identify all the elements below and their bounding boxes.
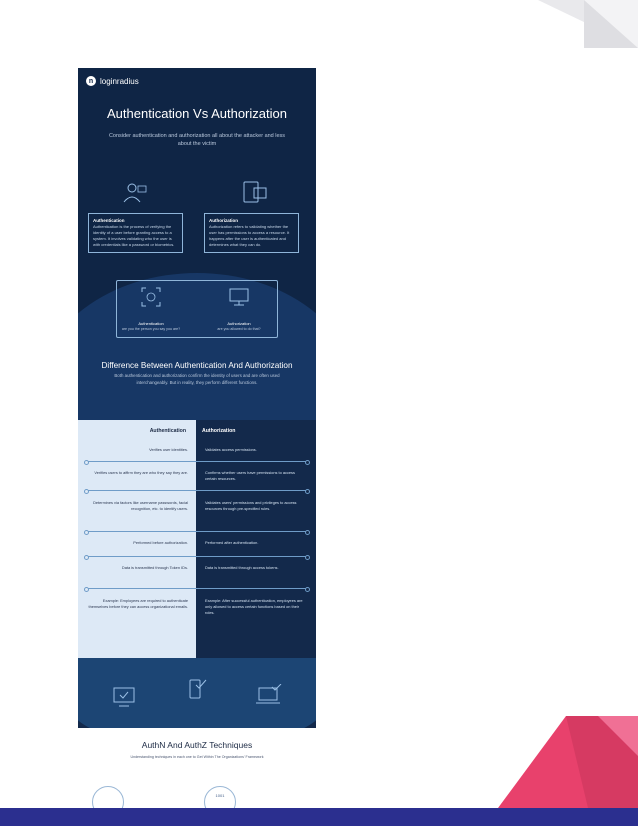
table-cell: Data is transmitted through access tokens. xyxy=(205,565,279,570)
authorization-column xyxy=(196,420,316,685)
flow-authorization-question: are you allowed to do that? xyxy=(217,327,261,331)
row-separator xyxy=(86,531,308,532)
table-cell: Verifies users to affirm they are who they say they are. xyxy=(94,470,188,475)
corner-triangles-decoration xyxy=(538,0,638,48)
logo-mark-icon: n xyxy=(86,76,96,86)
monitor-check-icon xyxy=(112,686,138,708)
table-cell: Confirms whether users have permissions to access certain resources. xyxy=(205,470,295,481)
table-cell: Validates access permissions. xyxy=(205,447,257,452)
infographic xyxy=(78,68,316,808)
table-cell: Example: After successful authentication, employees are only allowed to access certain functions based on their roles. xyxy=(205,598,303,615)
flow-authentication-question: are you the person you say you are? xyxy=(121,327,181,331)
authorization-card xyxy=(204,213,299,253)
authorization-card-text: Authorization refers to validating whether the user has permissions to access a resource. It happens after the user is authenticated and determines what they can do. xyxy=(209,224,290,247)
footer-bar xyxy=(0,808,638,826)
difference-title: Difference Between Authentication And Authorization xyxy=(101,361,293,370)
authorization-device-icon xyxy=(242,180,268,204)
table-cell: Performed before authorization. xyxy=(133,540,188,545)
techniques-subtitle: Understanding techniques in each one to Get Within The Organizations' Framework xyxy=(130,755,264,759)
authentication-column xyxy=(78,420,196,685)
authorization-header: Authorization xyxy=(202,428,236,434)
table-cell: Determines via factors like username passwords, facial recognition, etc. to identify users. xyxy=(93,500,188,511)
techniques-title: AuthN And AuthZ Techniques xyxy=(141,740,253,750)
authentication-person-icon xyxy=(122,182,148,204)
corner-triangles-accent xyxy=(498,716,638,808)
row-separator xyxy=(86,490,308,491)
difference-text: Both authentication and authorization confirm the identity of users and are often used interchangeably. But in reality, they perform different functions. xyxy=(114,373,280,385)
table-cell: Performed after authentication. xyxy=(205,540,259,545)
face-scan-icon xyxy=(140,286,162,308)
table-cell: Data is transmitted through Token IDs. xyxy=(121,565,188,570)
brand-logo xyxy=(86,76,139,86)
flow-authentication-label: Authentication xyxy=(138,321,164,326)
flow-authorization-label: Authorization xyxy=(227,321,251,326)
authentication-card-title: Authentication xyxy=(93,218,125,223)
infographic-title: Authentication Vs Authorization xyxy=(107,106,287,121)
monitor-icon xyxy=(228,286,250,308)
authorization-card-title: Authorization xyxy=(209,218,238,223)
row-separator xyxy=(86,556,308,557)
table-cell: Verifies user identities. xyxy=(149,447,188,452)
brand-name: loginradius xyxy=(100,76,139,86)
phone-check-icon xyxy=(184,678,210,700)
authentication-card-text: Authentication is the process of verifying the identity of a user before granting access to a system. It involves validating who the user is with credentials like a password or biometrics. xyxy=(93,224,175,247)
authentication-card xyxy=(88,213,183,253)
row-separator xyxy=(86,461,308,462)
infographic-subtitle: Consider authentication and authorization all about the attacker and less about the victim xyxy=(108,133,286,147)
table-cell: Validates users' permissions and privileges to access resources through pre-specified rules. xyxy=(205,500,297,511)
laptop-check-icon xyxy=(254,684,282,706)
table-cell: Example: Employees are required to authenticate themselves before they can access organizational emails. xyxy=(88,598,188,609)
authentication-header: Authentication xyxy=(149,428,186,434)
comparison-table xyxy=(78,420,316,685)
binary-code-label: 1001 xyxy=(215,793,225,798)
row-separator xyxy=(86,588,308,589)
